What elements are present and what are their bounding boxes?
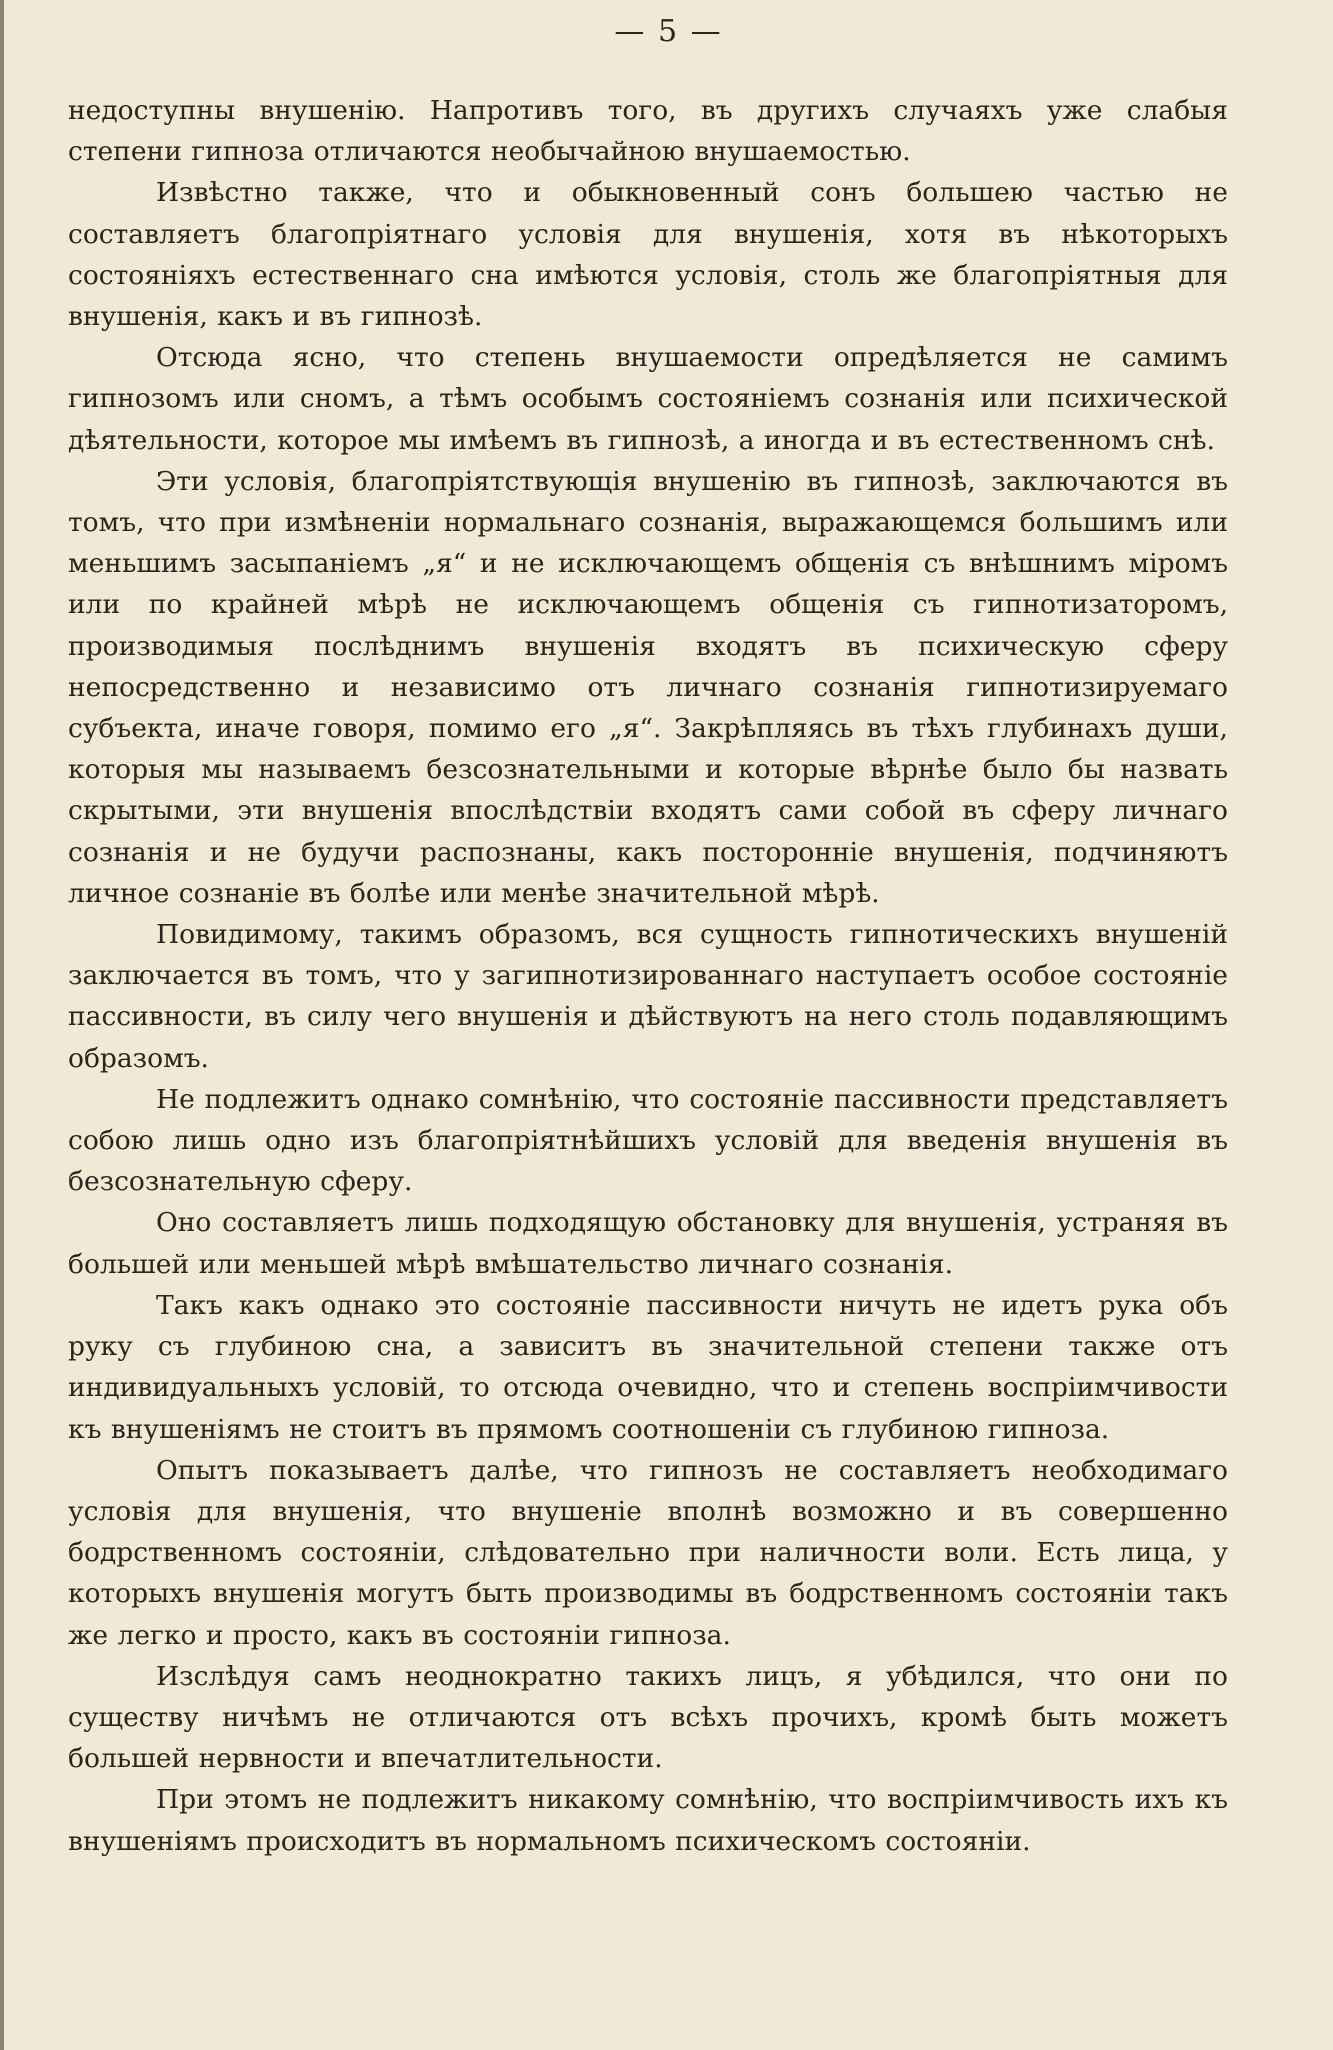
paragraph: Такъ какъ однако это состояніе пассивности ничуть не идетъ рука объ руку съ глубиною сна, а зависитъ въ значительной степени также отъ индивидуальныхъ условій, то отсюда очевидно, что и степень воспріимчивости къ внушеніямъ не стоитъ въ прямомъ соотношеніи съ глубиною гипноза. xyxy=(68,1289,1228,1445)
body-text xyxy=(68,90,1228,1862)
paragraph: Опытъ показываетъ далѣе, что гипнозъ не составляетъ необходимаго условія для внушенія, что внушеніе вполнѣ возможно и въ совершенно бодрственномъ состояніи, слѣдовательно при наличности воли. Есть лица, у которыхъ внушенія могутъ быть производимы въ бодрственномъ состояніи такъ же легко и просто, какъ въ состояніи гипноза. xyxy=(68,1454,1228,1651)
paragraph: Извѣстно также, что и обыкновенный сонъ большею частью не составляетъ благопріятнаго условія для внушенія, хотя въ нѣкоторыхъ состояніяхъ естественнаго сна имѣются условія, столь же благопріятныя для внушенія, какъ и въ гипнозѣ. xyxy=(68,177,1228,333)
paragraph: недоступны внушенію. Напротивъ того, въ другихъ случаяхъ уже слабыя степени гипноза отличаются необычайною внушаемостью. xyxy=(68,95,1228,168)
paragraph: При этомъ не подлежитъ никакому сомнѣнію, что воспріимчивость ихъ къ внушеніямъ происходитъ въ нормальномъ психическомъ состояніи. xyxy=(68,1784,1228,1857)
page-number: — 5 — xyxy=(614,14,723,49)
paragraph: Оно составляетъ лишь подходящую обстановку для внушенія, устраняя въ большей или меньшей мѣрѣ вмѣшательство личнаго сознанія. xyxy=(68,1207,1228,1280)
paragraph: Повидимому, такимъ образомъ, вся сущность гипнотическихъ внушеній заключается въ томъ, что у загипнотизированнаго наступаетъ особое состояніе пассивности, въ силу чего внушенія и дѣйствуютъ на него столь подавляющимъ образомъ. xyxy=(68,919,1228,1074)
paragraph: Не подлежитъ однако сомнѣнію, что состояніе пассивности представляетъ собою лишь одно изъ благопріятнѣйшихъ условій для введенія внушенія въ безсознательную сферу. xyxy=(68,1083,1228,1198)
paragraph: Отсюда ясно, что степень внушаемости опредѣляется не самимъ гипнозомъ или сномъ, а тѣмъ особымъ состояніемъ сознанія или психической дѣятельности, которое мы имѣемъ въ гипнозѣ, а иногда и въ естественномъ снѣ. xyxy=(68,342,1228,456)
paragraph: Эти условія, благопріятствующія внушенію въ гипнозѣ, заключаются въ томъ, что при измѣненіи нормальнаго сознанія, выражающемся большимъ или меньшимъ засыпаніемъ „я“ и не исключающемъ общенія съ внѣшнимъ міромъ или по крайней мѣрѣ не исключающемъ общенія съ гипнотизаторомъ, производимыя послѣднимъ внушенія входятъ въ психическую сферу непосредственно и независимо отъ личнаго сознанія гипнотизируемаго субъекта, иначе говоря, помимо его „я“. Закрѣпляясь въ тѣхъ глубинахъ души, которыя мы называемъ безсознательными и которые вѣрнѣе было бы назвать скрытыми, эти внушенія впослѣдствіи входятъ сами собой въ сферу личнаго сознанія и не будучи распознаны, какъ посторонніе внушенія, подчиняютъ личное сознаніе въ болѣе или менѣе значительной мѣрѣ. xyxy=(68,465,1228,909)
paragraph: Изслѣдуя самъ неоднократно такихъ лицъ, я убѣдился, что они по существу ничѣмъ не отличаются отъ всѣхъ прочихъ, кромѣ быть можетъ большей нервности и впечатлительности. xyxy=(68,1660,1228,1775)
